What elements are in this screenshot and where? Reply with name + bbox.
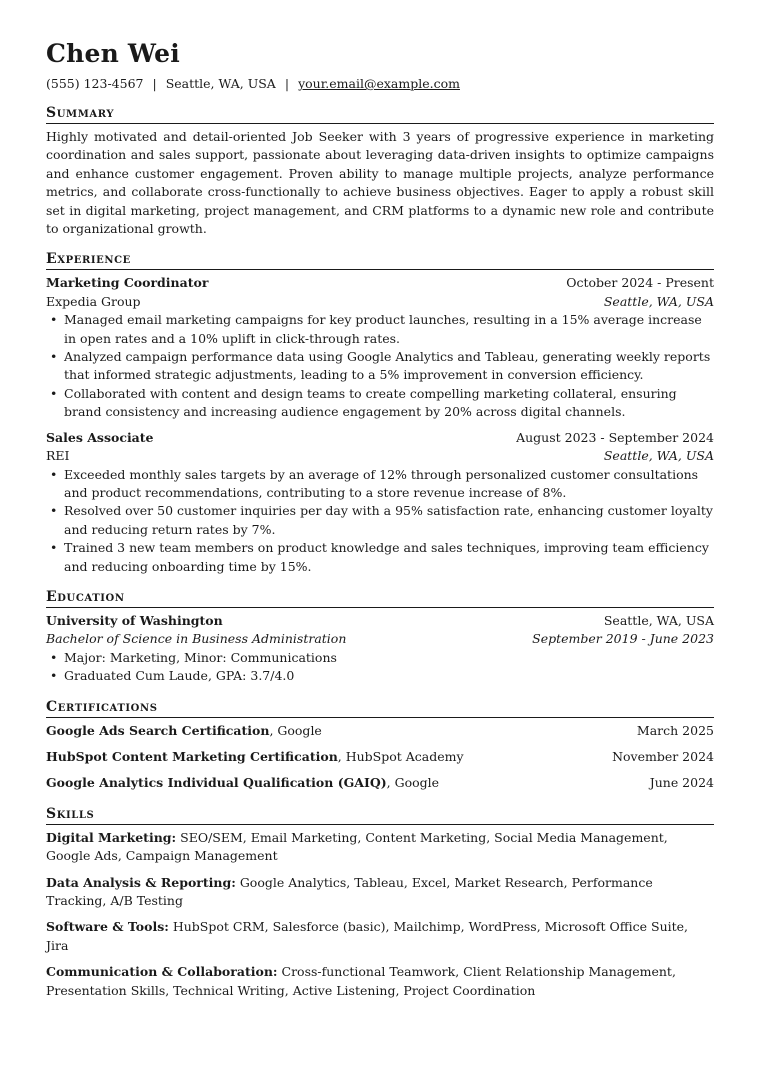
certification-date: June 2024 bbox=[649, 775, 714, 791]
list-item: • Graduated Cum Laude, GPA: 3.7/4.0 bbox=[46, 667, 714, 685]
job-entry bbox=[46, 274, 714, 421]
certification-issuer: , HubSpot Academy bbox=[337, 748, 464, 764]
certification-date: March 2025 bbox=[636, 722, 714, 738]
education-section bbox=[46, 588, 714, 686]
job-entry bbox=[46, 429, 714, 576]
certification-name: Google Ads Search Certification bbox=[46, 722, 270, 738]
skill-text: HubSpot CRM, Salesforce (basic), Mailchimp, WordPress, Microsoft Office Suite, Jira bbox=[46, 919, 689, 953]
school-location: Seattle, WA, USA bbox=[603, 612, 714, 628]
job-company: REI bbox=[46, 448, 70, 464]
job-bullets bbox=[46, 466, 714, 576]
phone-number: (555) 123-4567 bbox=[46, 76, 144, 91]
certification-row bbox=[46, 774, 714, 792]
job-location: Seattle, WA, USA bbox=[603, 448, 714, 464]
skill-row bbox=[46, 918, 714, 955]
certification-issuer: , Google bbox=[386, 775, 440, 791]
section-title-experience: Experience bbox=[46, 250, 714, 270]
certification-name: HubSpot Content Marketing Certification bbox=[46, 748, 338, 764]
job-company: Expedia Group bbox=[46, 293, 141, 309]
skill-label: Data Analysis & Reporting: bbox=[46, 874, 236, 890]
contact-separator: | bbox=[152, 76, 157, 91]
candidate-name: Chen Wei bbox=[46, 39, 180, 68]
skill-label: Software & Tools: bbox=[46, 919, 169, 935]
section-title-certifications: Certifications bbox=[46, 698, 714, 718]
email-link[interactable]: your.email@example.com bbox=[298, 76, 460, 91]
list-item: • Collaborated with content and design teams to create compelling marketing collateral, ensuring brand consistency and increasing audience engagement by 20% across digital channels. bbox=[46, 385, 714, 422]
skill-row bbox=[46, 829, 714, 866]
school-name: University of Washington bbox=[46, 612, 223, 628]
job-role: Sales Associate bbox=[46, 429, 154, 445]
section-title-education: Education bbox=[46, 588, 714, 608]
degree: Bachelor of Science in Business Administration bbox=[46, 631, 347, 647]
skill-label: Digital Marketing: bbox=[46, 829, 177, 845]
certification-row bbox=[46, 748, 714, 766]
list-item: • Resolved over 50 customer inquiries per day with a 95% satisfaction rate, enhancing customer loyalty and reducing return rates by 7%. bbox=[46, 502, 714, 539]
skills-section bbox=[46, 805, 714, 1000]
list-item: • Analyzed campaign performance data using Google Analytics and Tableau, generating weekly reports that informed strategic adjustments, leading to a 5% improvement in conversion efficiency. bbox=[46, 348, 714, 385]
skill-row bbox=[46, 874, 714, 911]
section-title-skills: Skills bbox=[46, 805, 714, 825]
location: Seattle, WA, USA bbox=[165, 76, 276, 91]
certification-issuer: , Google bbox=[269, 722, 322, 738]
skill-text: SEO/SEM, Email Marketing, Content Marketing, Social Media Management, Google Ads, Campaign Management bbox=[46, 829, 668, 864]
job-bullets bbox=[46, 311, 714, 421]
certification-date: November 2024 bbox=[612, 748, 714, 764]
contact-line bbox=[46, 76, 714, 92]
section-title-summary: Summary bbox=[46, 104, 714, 124]
summary-text: Highly motivated and detail-oriented Job Seeker with 3 years of progressive experience in marketing coordination and sales support, passionate about leveraging data-driven insights to optimize campaigns and enhance customer engagement. Proven ability to manage multiple projects, analyze performance metrics, and collaborate cross-functionally to achieve business objectives. Eager to apply a robust skill set in digital marketing, project management, and CRM platforms to a dynamic new role and contribute to organizational growth. bbox=[46, 129, 714, 237]
job-location: Seattle, WA, USA bbox=[603, 293, 714, 309]
experience-section bbox=[46, 250, 714, 576]
skill-row bbox=[46, 963, 714, 1000]
education-bullets bbox=[46, 649, 714, 686]
list-item: • Exceeded monthly sales targets by an average of 12% through personalized customer consultations and product recommendations, contributing to a store revenue increase of 8%. bbox=[46, 466, 714, 503]
certifications-section bbox=[46, 698, 714, 793]
contact-separator: | bbox=[284, 76, 290, 91]
list-item: • Major: Marketing, Minor: Communications bbox=[46, 649, 714, 667]
summary-section bbox=[46, 104, 714, 238]
certification-name: Google Analytics Individual Qualification (GAIQ) bbox=[46, 775, 387, 791]
list-item: • Trained 3 new team members on product knowledge and sales techniques, improving team efficiency and reducing onboarding time by 15%. bbox=[46, 539, 714, 576]
certification-row bbox=[46, 722, 714, 740]
job-dates: October 2024 - Present bbox=[566, 275, 714, 291]
job-dates: August 2023 - September 2024 bbox=[516, 429, 714, 445]
skill-text: Google Analytics, Tableau, Excel, Market Research, Performance Tracking, A/B Testing bbox=[46, 874, 653, 908]
list-item: • Managed email marketing campaigns for key product launches, resulting in a 15% average increase in open rates and a 10% uplift in click-through rates. bbox=[46, 311, 714, 348]
job-role: Marketing Coordinator bbox=[46, 275, 209, 291]
skill-label: Communication & Collaboration: bbox=[46, 964, 278, 980]
education-dates: September 2019 - June 2023 bbox=[532, 631, 714, 647]
skill-text: Cross-functional Teamwork, Client Relationship Management, Presentation Skills, Technical Writing, Active Listening, Project Coordination bbox=[46, 964, 676, 998]
